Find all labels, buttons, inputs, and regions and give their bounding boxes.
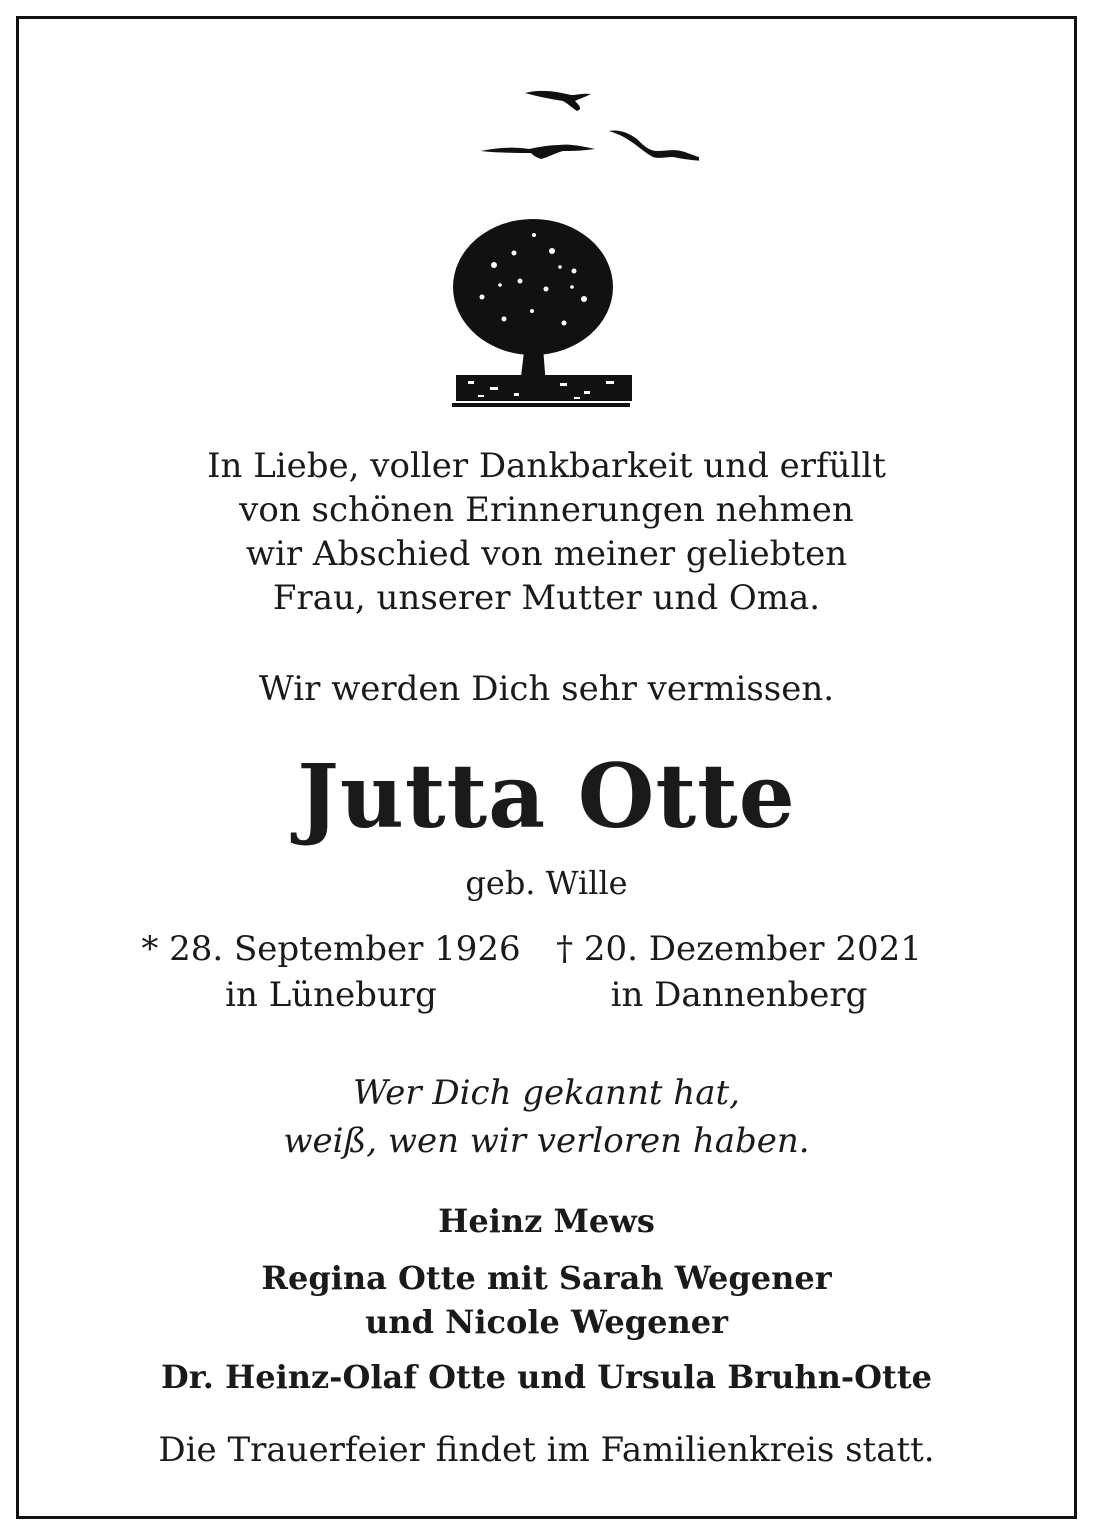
quote-line-2: weiß, wen wir verloren haben.	[283, 1121, 810, 1161]
family-line-2a: Regina Otte mit Sarah Wegener	[261, 1259, 832, 1297]
death-info	[539, 926, 939, 1018]
birth-place: in Lüneburg	[225, 975, 437, 1015]
intro-line-4: Frau, unserer Mutter und Oma.	[272, 578, 821, 618]
tree-icon	[434, 215, 634, 415]
family-line-2	[19, 1256, 1074, 1344]
birth-info	[131, 926, 531, 1018]
memorial-quote	[19, 1069, 1074, 1165]
obituary-notice	[16, 16, 1077, 1519]
birds-icon	[459, 73, 699, 173]
family-line-1: Heinz Mews	[438, 1202, 655, 1240]
birth-date: * 28. September 1926	[141, 929, 521, 969]
deceased-name: Jutta Otte	[297, 744, 796, 848]
quote-line-1: Wer Dich gekannt hat,	[353, 1073, 740, 1113]
family-line-3: Dr. Heinz-Olaf Otte und Ursula Bruhn-Otte	[161, 1358, 932, 1396]
death-date: † 20. Dezember 2021	[556, 929, 922, 969]
miss-line: Wir werden Dich sehr vermissen.	[258, 669, 835, 709]
death-place: in Dannenberg	[610, 975, 868, 1015]
maiden-name: geb. Wille	[465, 864, 628, 902]
closing-note: Die Trauerfeier findet im Familienkreis statt.	[158, 1430, 935, 1470]
intro-text	[19, 444, 1074, 620]
family-line-2b: und Nicole Wegener	[365, 1303, 728, 1341]
life-dates	[19, 926, 1074, 1026]
intro-line-1: In Liebe, voller Dankbarkeit und erfüllt	[207, 446, 886, 486]
intro-line-2: von schönen Erinnerungen nehmen	[239, 490, 854, 530]
intro-line-3: wir Abschied von meiner geliebten	[245, 534, 848, 574]
